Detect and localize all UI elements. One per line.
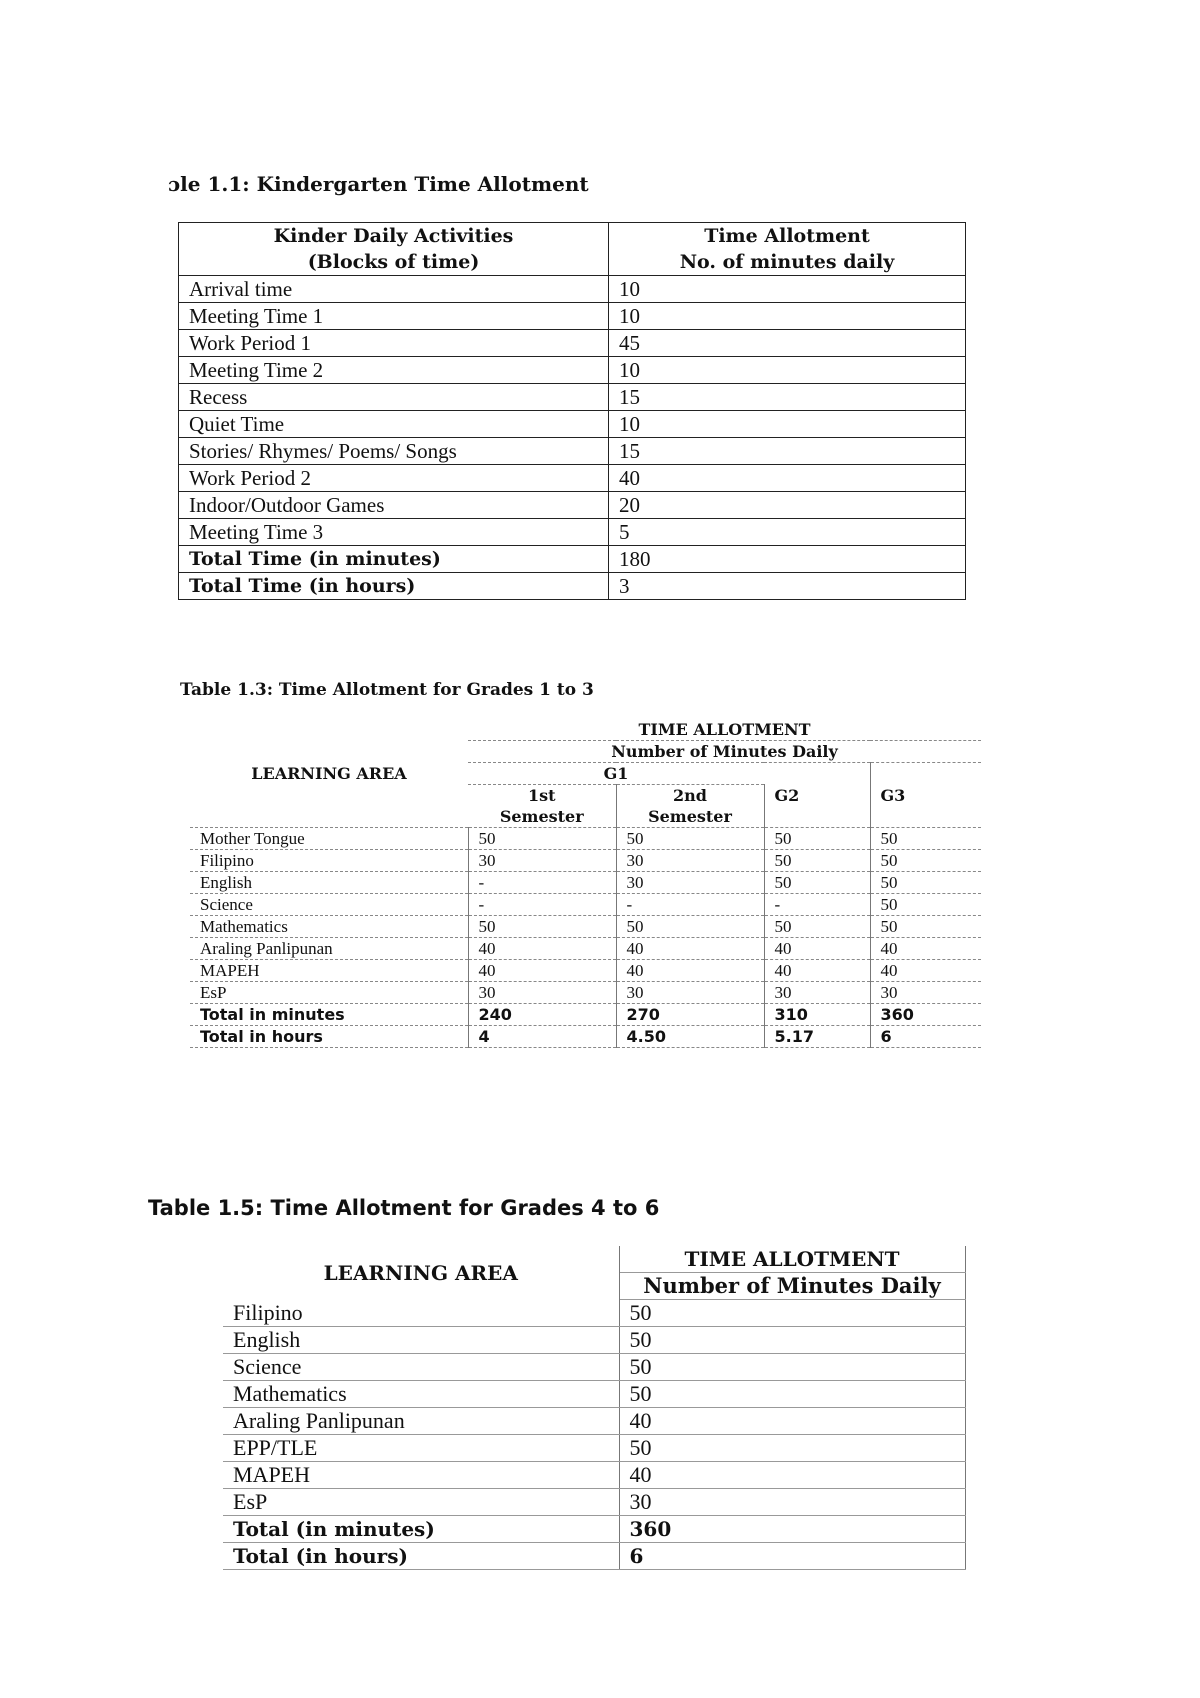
total-minutes-label: Total Time (in minutes) bbox=[179, 546, 609, 573]
header-activities bbox=[179, 223, 609, 276]
s1-cell: - bbox=[468, 872, 616, 894]
s2-cell: 40 bbox=[616, 960, 764, 982]
table-row bbox=[179, 411, 966, 438]
header-time-line1: Time Allotment bbox=[704, 225, 870, 247]
minutes-cell: 10 bbox=[609, 276, 966, 303]
s1-cell: 50 bbox=[468, 828, 616, 850]
s2-cell: - bbox=[616, 894, 764, 916]
activity-cell: Meeting Time 1 bbox=[179, 303, 609, 330]
activity-cell: Indoor/Outdoor Games bbox=[179, 492, 609, 519]
area-cell: Filipino bbox=[223, 1300, 619, 1327]
g2-cell: 50 bbox=[764, 850, 870, 872]
area-cell: Araling Panlipunan bbox=[223, 1408, 619, 1435]
grades-1-3-time-allotment-table bbox=[190, 719, 981, 1048]
table-row bbox=[179, 330, 966, 357]
header-sem1 bbox=[468, 785, 616, 828]
header-sem2-line2: Semester bbox=[648, 807, 732, 826]
g3-cell: 50 bbox=[870, 828, 981, 850]
header-time-allotment bbox=[609, 223, 966, 276]
minutes-cell: 45 bbox=[609, 330, 966, 357]
area-cell: EPP/TLE bbox=[223, 1435, 619, 1462]
table-row bbox=[223, 1489, 965, 1516]
total-hours-value: 3 bbox=[609, 573, 966, 600]
total-hours-row bbox=[223, 1543, 965, 1570]
g3-cell: 50 bbox=[870, 850, 981, 872]
area-cell: EsP bbox=[223, 1489, 619, 1516]
g2-cell: 50 bbox=[764, 828, 870, 850]
activity-cell: Meeting Time 3 bbox=[179, 519, 609, 546]
s2-cell: 30 bbox=[616, 850, 764, 872]
area-cell: Mathematics bbox=[190, 916, 468, 938]
minutes-cell: 15 bbox=[609, 438, 966, 465]
g2-cell: 40 bbox=[764, 938, 870, 960]
activity-cell: Quiet Time bbox=[179, 411, 609, 438]
header-g3-text: G3 bbox=[880, 785, 906, 805]
total-hours-label: Total in hours bbox=[190, 1026, 468, 1048]
area-cell: Science bbox=[190, 894, 468, 916]
total-minutes-value: 180 bbox=[609, 546, 966, 573]
total-hours-row bbox=[190, 1026, 981, 1048]
minutes-cell: 50 bbox=[619, 1381, 965, 1408]
s1-cell: 40 bbox=[468, 938, 616, 960]
table-row bbox=[190, 828, 981, 850]
table-row bbox=[179, 519, 966, 546]
minutes-cell: 5 bbox=[609, 519, 966, 546]
header-time-line2: No. of minutes daily bbox=[679, 251, 895, 273]
table-row bbox=[179, 492, 966, 519]
table-row bbox=[179, 303, 966, 330]
table-row bbox=[223, 1300, 965, 1327]
grades-4-6-time-allotment-table bbox=[223, 1246, 966, 1570]
header-g3 bbox=[870, 763, 981, 828]
activity-cell: Work Period 2 bbox=[179, 465, 609, 492]
table-row bbox=[223, 1354, 965, 1381]
header-g2-text: G2 bbox=[774, 785, 800, 805]
area-cell: EsP bbox=[190, 982, 468, 1004]
header-minutes-daily: Number of Minutes Daily bbox=[468, 741, 981, 763]
table-header-row bbox=[223, 1246, 965, 1273]
minutes-cell: 50 bbox=[619, 1327, 965, 1354]
g3-total-hours: 6 bbox=[870, 1026, 981, 1048]
s2-cell: 40 bbox=[616, 938, 764, 960]
total-hours-value: 6 bbox=[619, 1543, 965, 1570]
table-row bbox=[179, 465, 966, 492]
header-sem2 bbox=[616, 785, 764, 828]
table-row bbox=[179, 438, 966, 465]
total-hours-row bbox=[179, 573, 966, 600]
header-g2 bbox=[764, 763, 870, 828]
minutes-cell: 40 bbox=[609, 465, 966, 492]
s1-cell: 30 bbox=[468, 982, 616, 1004]
table-1-1-caption: ɔle 1.1: Kindergarten Time Allotment bbox=[168, 172, 589, 196]
header-activities-line2: (Blocks of time) bbox=[307, 251, 480, 273]
minutes-cell: 50 bbox=[619, 1435, 965, 1462]
table-row bbox=[223, 1408, 965, 1435]
s2-total-hours: 4.50 bbox=[616, 1026, 764, 1048]
activity-cell: Arrival time bbox=[179, 276, 609, 303]
table-1-3-caption: Table 1.3: Time Allotment for Grades 1 to 3 bbox=[180, 680, 594, 700]
header-time-allotment: TIME ALLOTMENT bbox=[619, 1246, 965, 1273]
activity-cell: Work Period 1 bbox=[179, 330, 609, 357]
total-minutes-row bbox=[223, 1516, 965, 1543]
header-g1: G1 bbox=[468, 763, 764, 785]
minutes-cell: 10 bbox=[609, 411, 966, 438]
total-minutes-label: Total in minutes bbox=[190, 1004, 468, 1026]
g3-cell: 50 bbox=[870, 894, 981, 916]
table-row bbox=[190, 850, 981, 872]
table-row bbox=[223, 1381, 965, 1408]
s1-cell: 40 bbox=[468, 960, 616, 982]
header-minutes-daily: Number of Minutes Daily bbox=[619, 1273, 965, 1300]
area-cell: MAPEH bbox=[190, 960, 468, 982]
table-row bbox=[223, 1327, 965, 1354]
table-1-5-caption: Table 1.5: Time Allotment for Grades 4 to 6 bbox=[148, 1196, 660, 1220]
g2-total-hours: 5.17 bbox=[764, 1026, 870, 1048]
g3-cell: 30 bbox=[870, 982, 981, 1004]
table-row bbox=[190, 916, 981, 938]
s2-cell: 30 bbox=[616, 982, 764, 1004]
area-cell: Filipino bbox=[190, 850, 468, 872]
minutes-cell: 20 bbox=[609, 492, 966, 519]
g3-cell: 50 bbox=[870, 872, 981, 894]
table-row bbox=[190, 894, 981, 916]
area-cell: English bbox=[223, 1327, 619, 1354]
s1-cell: 50 bbox=[468, 916, 616, 938]
area-cell: Mathematics bbox=[223, 1381, 619, 1408]
activity-cell: Meeting Time 2 bbox=[179, 357, 609, 384]
g2-cell: 40 bbox=[764, 960, 870, 982]
header-learning-area: LEARNING AREA bbox=[223, 1246, 619, 1300]
s2-cell: 30 bbox=[616, 872, 764, 894]
s2-cell: 50 bbox=[616, 916, 764, 938]
header-sem1-line1: 1st bbox=[527, 786, 556, 805]
header-sem2-line1: 2nd bbox=[673, 786, 707, 805]
area-cell: Mother Tongue bbox=[190, 828, 468, 850]
table-header-row bbox=[190, 719, 981, 741]
g3-total-minutes: 360 bbox=[870, 1004, 981, 1026]
minutes-cell: 50 bbox=[619, 1354, 965, 1381]
area-cell: English bbox=[190, 872, 468, 894]
area-cell: Araling Panlipunan bbox=[190, 938, 468, 960]
header-activities-line1: Kinder Daily Activities bbox=[273, 225, 514, 247]
g3-cell: 40 bbox=[870, 938, 981, 960]
minutes-cell: 30 bbox=[619, 1489, 965, 1516]
total-minutes-row bbox=[190, 1004, 981, 1026]
header-sem1-line2: Semester bbox=[499, 807, 584, 826]
s1-total-hours: 4 bbox=[468, 1026, 616, 1048]
area-cell: MAPEH bbox=[223, 1462, 619, 1489]
g2-total-minutes: 310 bbox=[764, 1004, 870, 1026]
g2-cell: 50 bbox=[764, 916, 870, 938]
minutes-cell: 10 bbox=[609, 357, 966, 384]
table-row bbox=[190, 960, 981, 982]
g3-cell: 50 bbox=[870, 916, 981, 938]
minutes-cell: 40 bbox=[619, 1408, 965, 1435]
s1-cell: 30 bbox=[468, 850, 616, 872]
header-time-allotment: TIME ALLOTMENT bbox=[468, 719, 981, 741]
activity-cell: Stories/ Rhymes/ Poems/ Songs bbox=[179, 438, 609, 465]
total-minutes-value: 360 bbox=[619, 1516, 965, 1543]
table-row bbox=[179, 384, 966, 411]
g2-cell: 30 bbox=[764, 982, 870, 1004]
total-hours-label: Total (in hours) bbox=[223, 1543, 619, 1570]
activity-cell: Recess bbox=[179, 384, 609, 411]
minutes-cell: 50 bbox=[619, 1300, 965, 1327]
minutes-cell: 15 bbox=[609, 384, 966, 411]
table-row bbox=[190, 872, 981, 894]
table-row bbox=[179, 357, 966, 384]
s1-cell: - bbox=[468, 894, 616, 916]
table-row bbox=[190, 982, 981, 1004]
total-hours-label: Total Time (in hours) bbox=[179, 573, 609, 600]
table-row bbox=[190, 938, 981, 960]
total-minutes-label: Total (in minutes) bbox=[223, 1516, 619, 1543]
total-minutes-row bbox=[179, 546, 966, 573]
g2-cell: - bbox=[764, 894, 870, 916]
s2-cell: 50 bbox=[616, 828, 764, 850]
header-learning-area: LEARNING AREA bbox=[190, 719, 468, 828]
kindergarten-time-allotment-table bbox=[178, 222, 966, 600]
s1-total-minutes: 240 bbox=[468, 1004, 616, 1026]
table-row bbox=[223, 1435, 965, 1462]
s2-total-minutes: 270 bbox=[616, 1004, 764, 1026]
table-row bbox=[179, 276, 966, 303]
table-row bbox=[223, 1462, 965, 1489]
minutes-cell: 10 bbox=[609, 303, 966, 330]
table-header-row bbox=[179, 223, 966, 276]
g3-cell: 40 bbox=[870, 960, 981, 982]
g2-cell: 50 bbox=[764, 872, 870, 894]
minutes-cell: 40 bbox=[619, 1462, 965, 1489]
area-cell: Science bbox=[223, 1354, 619, 1381]
